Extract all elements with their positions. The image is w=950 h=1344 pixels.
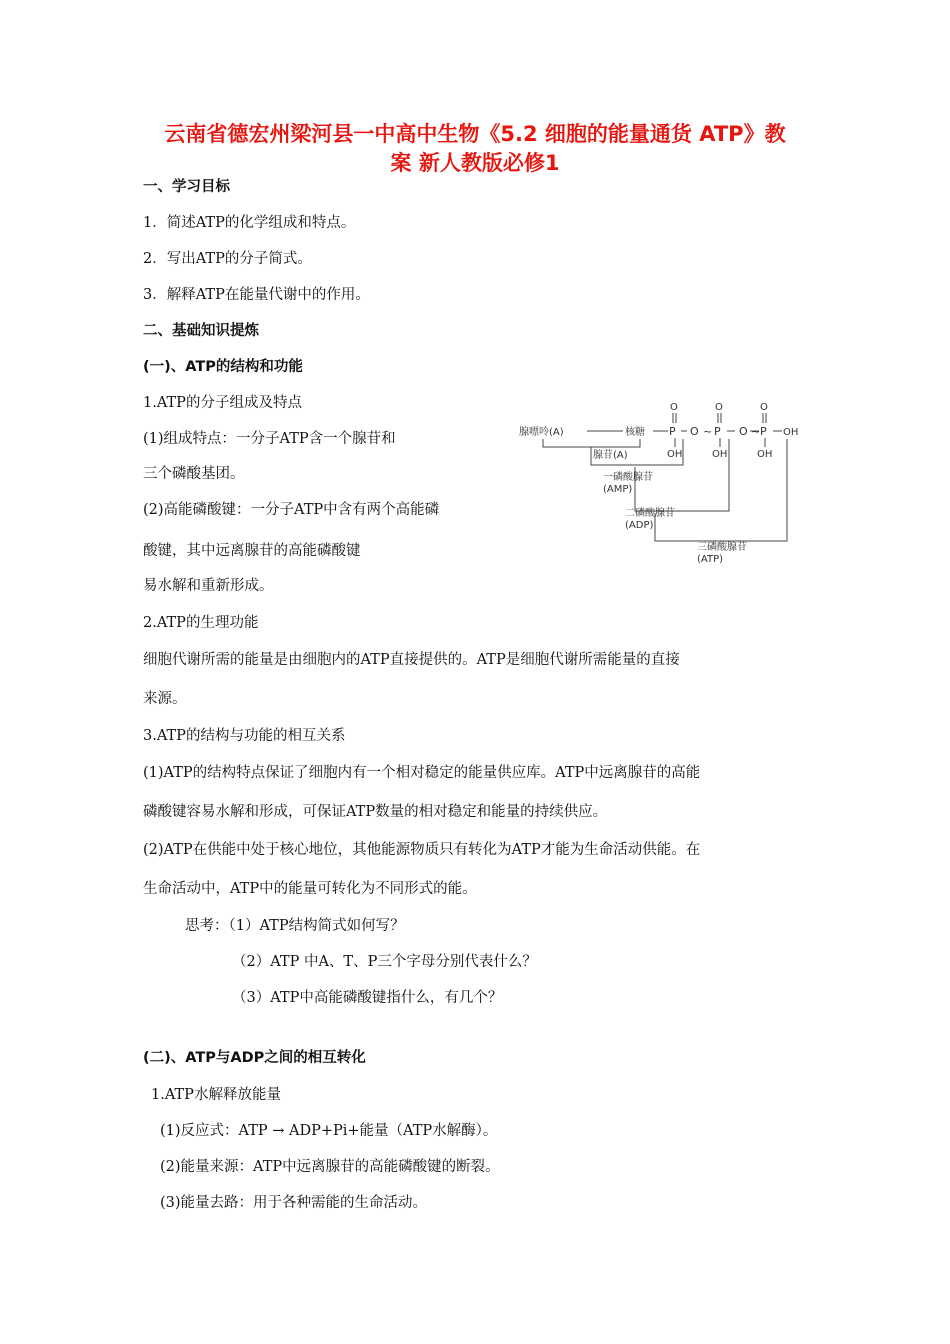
objective-item-3: 3．解释ATP在能量代谢中的作用。	[143, 287, 370, 303]
paragraph-line: 细胞代谢所需的能量是由细胞内的ATP直接提供的。ATP是细胞代谢所需能量的直接	[143, 652, 680, 668]
think-question-2: （2）ATP 中A、T、P三个字母分别代表什么？	[232, 954, 537, 970]
paragraph-line: (2)能量来源：ATP中远离腺苷的高能磷酸键的断裂。	[160, 1159, 500, 1175]
paragraph-title: 2.ATP的生理功能	[143, 615, 259, 631]
paragraph-title: 1.ATP的分子组成及特点	[143, 395, 302, 411]
diagram-label-amp-cn: 一磷酸腺苷	[603, 472, 653, 483]
diagram-label-adenosine: 腺苷(A)	[593, 450, 628, 461]
paragraph-line: 酸键，其中远离腺苷的高能磷酸键	[143, 543, 361, 559]
objective-item-1: 1．简述ATP的化学组成和特点。	[143, 215, 356, 231]
paragraph-title: 3.ATP的结构与功能的相互关系	[143, 728, 346, 744]
diagram-label-o: O	[739, 425, 748, 438]
think-question-3: （3）ATP中高能磷酸键指什么，有几个？	[232, 990, 503, 1006]
diagram-label-oh: OH	[712, 449, 728, 460]
diagram-label-o: O	[715, 402, 723, 413]
diagram-label-adp: (ADP)	[625, 520, 654, 531]
paragraph-line: 生命活动中，ATP中的能量可转化为不同形式的能。	[143, 881, 477, 897]
diagram-label-o: O	[670, 402, 678, 413]
section-heading-objectives: 一、学习目标	[143, 179, 230, 195]
diagram-label-adenine: 腺嘌呤(A)	[519, 427, 564, 438]
diagram-label-amp: (AMP)	[603, 484, 633, 495]
atp-structure-diagram	[515, 395, 815, 570]
objective-item-2: 2．写出ATP的分子简式。	[143, 251, 312, 267]
diagram-label-o: O	[690, 425, 699, 438]
diagram-label-p: P	[669, 425, 676, 438]
diagram-label-oh: OH	[667, 449, 683, 460]
paragraph-line: (2)高能磷酸键：一分子ATP中含有两个高能磷	[143, 502, 440, 518]
diagram-label-atp-cn: 三磷酸腺苷	[697, 542, 747, 553]
paragraph-title: 1.ATP水解释放能量	[151, 1087, 281, 1103]
paragraph-line: (1)ATP的结构特点保证了细胞内有一个相对稳定的能量供应库。ATP中远离腺苷的高能	[143, 765, 701, 781]
section-heading-basics: 二、基础知识提炼	[143, 323, 259, 339]
think-question-1: 思考：（1）ATP结构简式如何写？	[185, 918, 405, 934]
paragraph-line: 磷酸键容易水解和形成，可保证ATP数量的相对稳定和能量的持续供应。	[143, 804, 608, 820]
diagram-label-oh: OH	[757, 449, 773, 460]
subsection-heading-structure: (一)、ATP的结构和功能	[143, 359, 303, 375]
diagram-label-tilde: ~	[751, 425, 761, 438]
paragraph-line: 易水解和重新形成。	[143, 578, 274, 594]
paragraph-line: (3)能量去路：用于各种需能的生命活动。	[160, 1195, 428, 1211]
diagram-label-ribose: 核糖	[625, 427, 645, 438]
paragraph-line: 来源。	[143, 691, 187, 707]
diagram-label-o: O	[760, 402, 768, 413]
diagram-label-p: P	[760, 425, 767, 438]
document-title	[120, 120, 830, 178]
paragraph-line: (1)组成特点：一分子ATP含一个腺苷和	[143, 431, 396, 447]
paragraph-line: (1)反应式：ATP → ADP+Pi+能量（ATP水解酶）。	[160, 1123, 498, 1139]
title-line-1: 云南省德宏州梁河县一中高中生物《5.2 细胞的能量通货 ATP》教	[164, 122, 786, 146]
subsection-heading-conversion: (二)、ATP与ADP之间的相互转化	[143, 1050, 366, 1066]
diagram-label-atp: (ATP)	[697, 554, 724, 565]
paragraph-line: 三个磷酸基团。	[143, 466, 245, 482]
diagram-label-adp-cn: 二磷酸腺苷	[625, 508, 675, 519]
title-line-2: 案 新人教版必修1	[390, 151, 560, 175]
diagram-label-tilde: ~	[703, 425, 713, 438]
paragraph-line: (2)ATP在供能中处于核心地位，其他能源物质只有转化为ATP才能为生命活动供能。在	[143, 842, 701, 858]
diagram-label-oh: OH	[783, 427, 799, 438]
diagram-label-p: P	[714, 425, 721, 438]
